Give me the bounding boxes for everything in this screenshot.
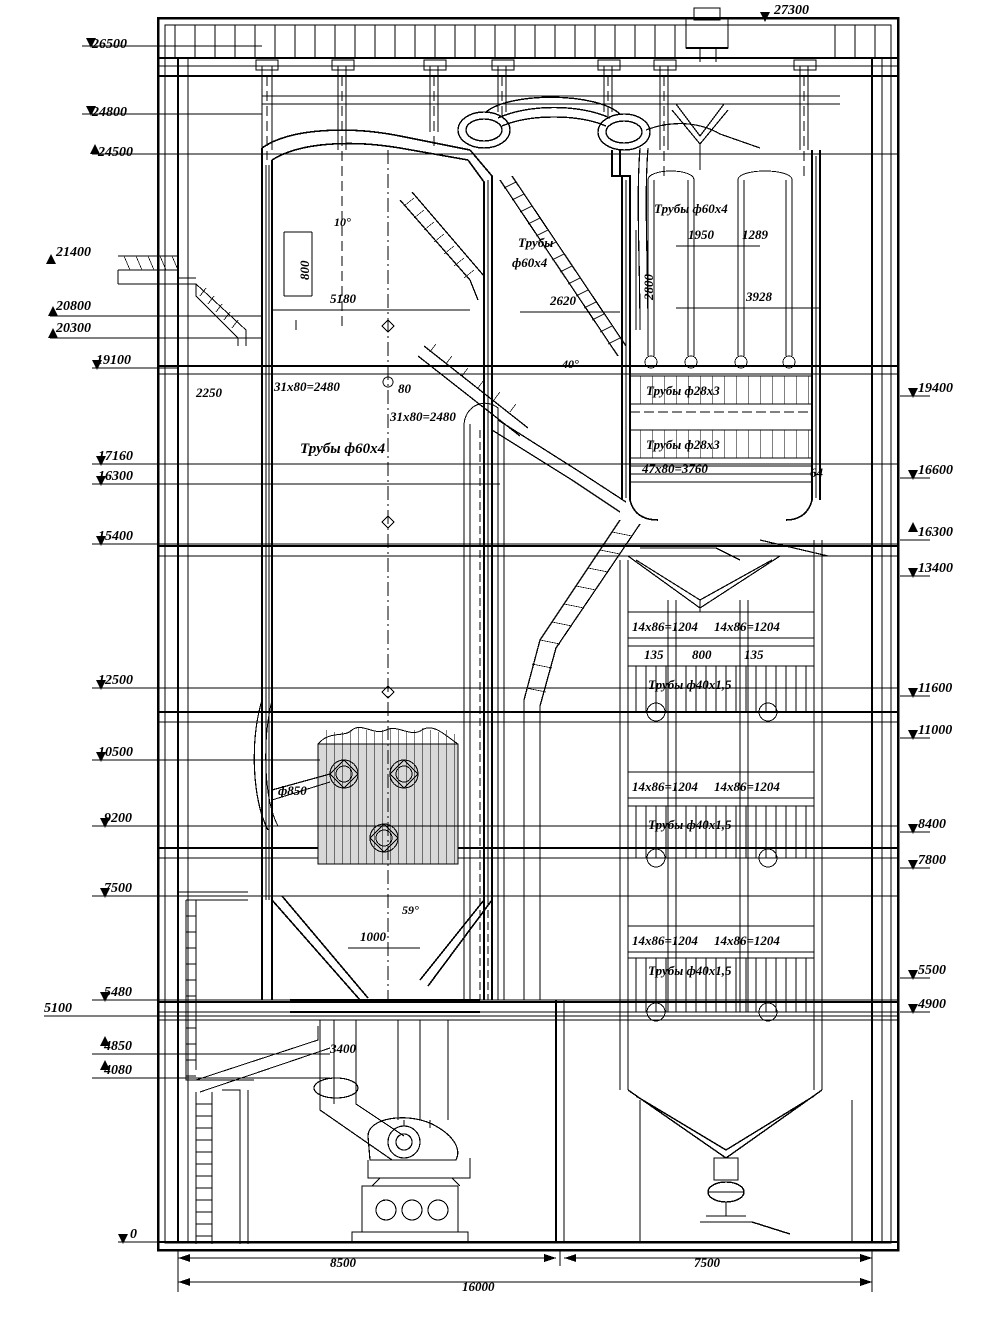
elevation-label: 17160 [98,449,133,464]
dimension-label: 800 [692,647,712,662]
elevation-label: 20300 [56,321,91,336]
elevation-label: 4850 [104,1039,132,1054]
dimension-label: 1950 [688,227,714,242]
elevation-label: 20800 [56,299,91,314]
elevation-label: 11600 [918,681,953,696]
elevation-label: 16600 [918,463,953,478]
elevation-label: 5100 [44,1001,72,1016]
dimension-label: 800 [297,260,312,280]
elevation-label: 19100 [96,353,131,368]
elevation-label: 13400 [918,561,953,576]
dimension-label: 14x86=1204 [714,619,780,634]
overall-dimension-label: 8500 [330,1255,356,1270]
tube-note: Трубы ф40x1,5 [648,817,732,832]
elevation-label: 26500 [92,37,127,52]
tube-note: Трубы ф60x4 [654,201,728,216]
tube-note: Трубы ф40x1,5 [648,963,732,978]
dimension-label: 3400 [330,1041,356,1056]
dimension-label: 14x86=1204 [632,779,698,794]
elevation-label: 0 [130,1227,137,1242]
dimension-label: 64 [810,465,823,480]
dimension-label: 31x80=2480 [274,379,340,394]
overall-dimension-label: 7500 [694,1255,720,1270]
tube-note: Трубы [518,235,554,250]
elevation-label: 16300 [98,469,133,484]
elevation-label: 21400 [56,245,91,260]
dimension-label: 1000 [360,929,386,944]
elevation-label: 15400 [98,529,133,544]
dimension-label: ф850 [278,783,307,798]
elevation-label: 24800 [92,105,127,120]
dimension-label: 5180 [330,291,356,306]
angle-label: 10° [334,215,351,229]
elevation-label: 5480 [104,985,132,1000]
tube-note: ф60x4 [512,255,548,270]
elevation-label: 11000 [918,723,953,738]
dimension-label: 31x80=2480 [390,409,456,424]
elevation-label: 4080 [104,1063,132,1078]
elevation-label: 27300 [774,3,809,18]
elevation-label: 4900 [918,997,946,1012]
elevation-label: 16300 [918,525,953,540]
elevation-label: 8400 [918,817,946,832]
elevation-label: 7500 [104,881,132,896]
dimension-label: 135 [644,647,664,662]
elevation-label: 12500 [98,673,133,688]
dimension-label: 14x86=1204 [714,933,780,948]
dimension-label: 2800 [641,274,656,300]
dimension-label: 2250 [196,385,222,400]
elevation-label: 19400 [918,381,953,396]
elevation-label: 7800 [918,853,946,868]
dimension-label: 47x80=3760 [642,461,708,476]
elevation-label: 24500 [98,145,133,160]
elevation-label: 9200 [104,811,132,826]
angle-label: 59° [402,903,419,917]
dimension-label: 135 [744,647,764,662]
tube-note: Трубы ф28x3 [646,437,720,452]
dimension-label: 14x86=1204 [714,779,780,794]
tube-note: Трубы ф28x3 [646,383,720,398]
dimension-label: 3928 [746,289,772,304]
tube-note: Трубы ф40x1,5 [648,677,732,692]
dimension-label: 14x86=1204 [632,619,698,634]
angle-label: 40° [562,357,579,371]
elevation-label: 5500 [918,963,946,978]
dimension-label: 80 [398,381,411,396]
elevation-label: 10500 [98,745,133,760]
tube-note: Трубы ф60x4 [300,441,386,457]
overall-dimension-label: 16000 [462,1279,495,1294]
dimension-label: 14x86=1204 [632,933,698,948]
dimension-label: 1289 [742,227,768,242]
dimension-label: 2620 [550,293,576,308]
